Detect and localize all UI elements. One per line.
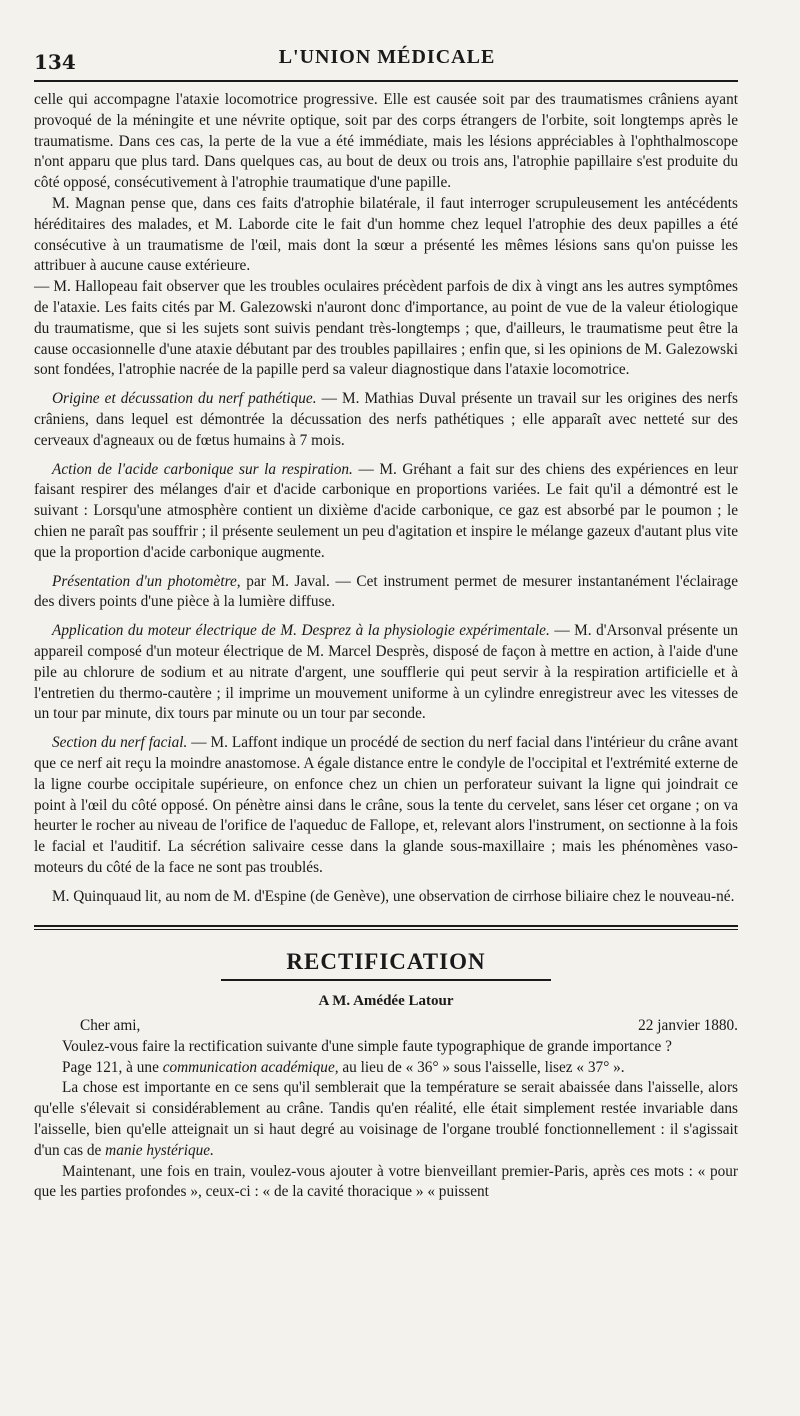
paragraph-text: — M. Gréhant a fait sur des chiens des expériences en leur faisant respirer des mélanges d'air et d'acide carbonique en proportions variées. Le fait qu'il a démontré est le suivant : Lorsqu'une atmosphère contient un dixième d'acide carbonique, ce gaz est absorbé par le poumon ; le chien ne paraît pas souffrir ; il présente seulement un peu d'agitation et inspire le mélange gazeux d'autant plus vite que la proportion d'acide carbonique augmente. [34,460,738,561]
letter-paragraph-correction [34,1058,738,1079]
section-heading-photometre: Présentation d'un photomètre, [52,572,241,590]
title-underline [221,979,551,981]
paragraph-text: — M. Laffont indique un procédé de section du nerf facial dans l'intérieur du crâne avant que ce nerf ait reçu la moindre anastomose. A égale distance entre le condyle de l'occipital et l'extrémité externe de la ligne courbe occipitale supérieure, on enfonce chez un chien un perforateur suivant la ligne qui joindrait ce point à l'œil du côté opposé. On pénètre ainsi dans le crâne, sous la tente du cervelet, sans léser cet organe ; on va heurter le rocher au niveau de l'orifice de l'aqueduc de Fallope, et, relevant alors l'instrument, on sectionne à la fois le facial et l'auditif. La sécrétion salivaire cesse dans la glande sous-maxillaire ; mais les phénomènes vaso-moteurs du côté de la face ne sont pas troublés. [34,734,738,876]
letter-paragraph-request: Voulez-vous faire la rectification suivante d'une simple faute typographique de grande importance ? [62,1037,672,1055]
running-head: L'UNION MÉDICALE [278,46,496,68]
paragraph-text: par M. Javal. — Cet instrument permet de mesurer instantanément l'éclairage des divers points d'une pièce à la lumière diffuse. [34,572,738,611]
page-number: 134 [34,50,76,74]
letter-emphasis: communication académique, [162,1058,339,1076]
letter-emphasis: manie hystérique. [105,1141,214,1159]
section-title-rectification: RECTIFICATION [286,949,486,975]
paragraph-nerf-facial [34,733,738,879]
section-heading-acide-carbonique: Action de l'acide carbonique sur la respiration. [52,460,353,478]
paragraph-text: — M. d'Arsonval présente un appareil composé d'un moteur électrique de M. Marcel Desprès, disposé de façon à mettre en action, à l'aide d'une pile au chlorure de sodium et au nitrate d'argent, une soufflerie qui peut servir à la respiration artificielle et à l'entretien du thermo-cautère ; il imprime un mouvement uniforme à un cylindre enregistreur avec les vitesses de un tour par minute, dix tours par minute ou un tour par seconde. [34,622,738,723]
header-rule [34,80,738,82]
letter-addressee: A M. Amédée Latour [318,993,454,1010]
paragraph-nerf-pathetique [34,389,738,451]
letter-text: La chose est importante en ce sens qu'il semblerait que la température se serait abaissée dans l'aisselle, alors qu'elle s'élevait si considérablement au crâne. Tandis qu'en réalité, elle était simplement restée invariable dans l'aisselle, bien qu'elle atteignait un si haut degré au voisinage de l'organe troublé fonctionnellement : il s'agissait d'un cas de [34,1079,738,1159]
section-divider [34,925,738,930]
letter-text: Page 121, à une [62,1058,163,1076]
section-heading-nerf-pathetique: Origine et décussation du nerf pathétique. [52,390,317,408]
letter-date: 22 janvier 1880. [638,1017,738,1035]
letter-date-line [34,1016,738,1037]
letter-paragraph-explanation [34,1078,738,1161]
paragraph-hallopeau: — M. Hallopeau fait observer que les troubles oculaires précèdent parfois de dix à vingt ans les autres symptômes de l'ataxie. Les faits cités par M. Galezowski n'auront donc d'importance, au point de vue de la valeur étiologique du traumatisme, que si les sujets sont suivis pendant très-longtemps ; que, d'ailleurs, le traumatisme peut être la cause occasionnelle d'une ataxie débutant par des troubles papillaires ; enfin que, si les opinions de M. Galezowski sont fondées, l'atrophie nacrée de la papille perd sa valeur diagnostique dans l'ataxie locomotrice. [34,278,738,379]
section-heading-moteur-electrique: Application du moteur électrique de M. Desprez à la physiologie expérimentale. [52,622,550,640]
paragraph-photometre [34,572,738,614]
letter-salutation: Cher ami, [80,1017,141,1035]
rectification-letter [34,991,738,1203]
paragraph-quinquaud: M. Quinquaud lit, au nom de M. d'Espine (de Genève), une observation de cirrhose biliaire chez le nouveau-né. [52,887,735,905]
page-header [34,44,740,72]
paragraph-text: — M. Mathias Duval présente un travail sur les origines des nerfs crâniens, dans lequel est démontrée la décussation des nerfs pathétiques ; elle apparaît avec netteté sur des cerveaux d'agneaux ou de fœtus humains à 7 mois. [34,390,738,449]
paragraph-moteur-electrique [34,621,738,725]
section-heading-nerf-facial: Section du nerf facial. [52,734,188,752]
letter-text: au lieu de « 36° » sous l'aisselle, lisez « 37° ». [338,1058,625,1076]
paragraph-atrophy-causes: celle qui accompagne l'ataxie locomotrice progressive. Elle est causée soit par des traumatismes crâniens ayant provoqué de la méningite et une névrite optique, soit par des corps étrangers de l'orbite, soit longtemps après le traumatisme. Dans ces cas, la perte de la vue a été immédiate, mais les lésions appréciables à l'ophthalmoscope n'ont apparu que plus tard. Dans quelques cas, au bout de deux ou trois ans, l'atrophie papillaire s'est produite du côté opposé, consécutivement à l'atrophie traumatique d'une papille. [34,91,738,192]
paragraph-acide-carbonique [34,460,738,564]
article-body [34,90,738,1203]
letter-paragraph-addition: Maintenant, une fois en train, voulez-vous ajouter à votre bienveillant premier-Paris, après ces mots : « pour que les parties profondes », ceux-ci : « de la cavité thoracique » « puissent [34,1162,738,1201]
paragraph-magnan: M. Magnan pense que, dans ces faits d'atrophie bilatérale, il faut interroger scrupuleusement les antécédents héréditaires des malades, et M. Laborde cite le fait d'un homme chez lequel l'atrophie des deux papilles a été consécutive à un traumatisme de l'œil, mais dont la sœur a présenté les mêmes lésions sans qu'on puisse les attribuer à aucune cause extérieure. [34,194,738,275]
